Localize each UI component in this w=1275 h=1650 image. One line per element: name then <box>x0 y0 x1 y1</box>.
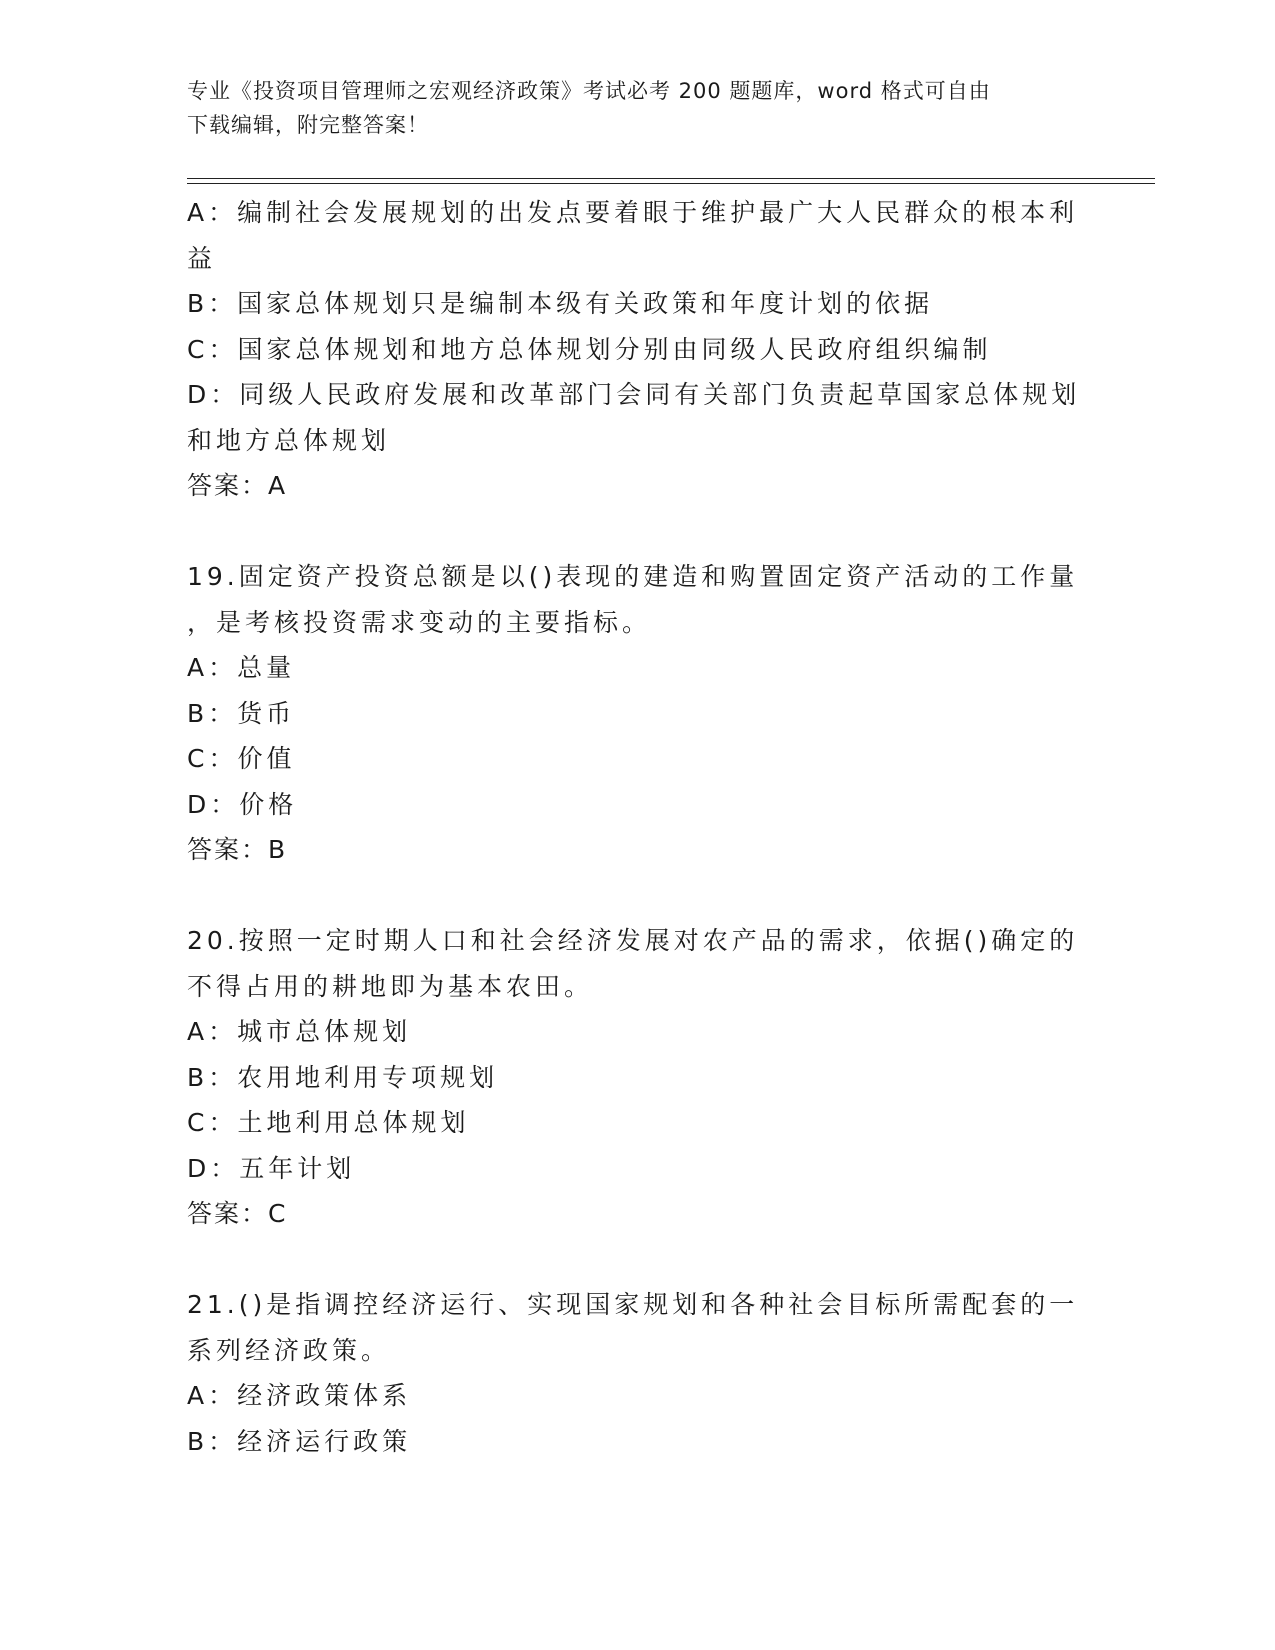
answer-line: 答案：C <box>187 1199 288 1228</box>
question-18-block <box>187 190 1087 509</box>
option-a: A：经济政策体系 <box>187 1381 412 1410</box>
spacer <box>187 1237 1087 1283</box>
question-stem: 21.()是指调控经济运行、实现国家规划和各种社会目标所需配套的一 <box>187 1290 1079 1319</box>
answer-line: 答案：B <box>187 835 288 864</box>
option-d: D：同级人民政府发展和改革部门会同有关部门负责起草国家总体规划 <box>187 380 1081 409</box>
option-d: D：五年计划 <box>187 1153 356 1183</box>
option-b: B：国家总体规划只是编制本级有关政策和年度计划的依据 <box>187 289 934 318</box>
question-stem-continued: 不得占用的耕地即为基本农田。 <box>187 971 594 1001</box>
option-d-continued: 和地方总体规划 <box>187 425 391 455</box>
question-stem-continued: 系列经济政策。 <box>187 1335 391 1365</box>
spacer <box>187 873 1087 919</box>
option-c: C：国家总体规划和地方总体规划分别由同级人民政府组织编制 <box>187 334 992 364</box>
option-c: C：价值 <box>187 744 296 773</box>
header-rule-bottom <box>187 183 1155 184</box>
option-a: A：总量 <box>187 653 296 682</box>
question-stem: 19.固定资产投资总额是以()表现的建造和购置固定资产活动的工作量 <box>187 562 1079 591</box>
option-b: B：经济运行政策 <box>187 1426 412 1456</box>
option-a-continued: 益 <box>187 243 217 273</box>
question-21-block <box>187 1282 1087 1464</box>
answer-line: 答案：A <box>187 471 288 500</box>
option-a: A：编制社会发展规划的出发点要着眼于维护最广大人民群众的根本利 <box>187 198 1079 227</box>
option-b: B：货币 <box>187 698 296 728</box>
header-line-1: 专业《投资项目管理师之宏观经济政策》考试必考 200 题题库，word 格式可自由 <box>187 79 991 103</box>
question-20-block <box>187 918 1087 1237</box>
option-b: B：农用地利用专项规划 <box>187 1062 499 1092</box>
header-rule-top <box>187 178 1155 179</box>
option-c: C：土地利用总体规划 <box>187 1108 470 1137</box>
question-19-block <box>187 554 1087 873</box>
document-header <box>187 74 1087 142</box>
spacer <box>187 509 1087 555</box>
question-stem: 20.按照一定时期人口和社会经济发展对农产品的需求，依据()确定的 <box>187 926 1079 955</box>
option-d: D：价格 <box>187 789 298 819</box>
question-stem-continued: ，是考核投资需求变动的主要指标。 <box>187 607 652 637</box>
header-line-2: 下载编辑，附完整答案！ <box>187 113 429 137</box>
option-a: A：城市总体规划 <box>187 1017 412 1046</box>
question-content <box>187 190 1087 1464</box>
